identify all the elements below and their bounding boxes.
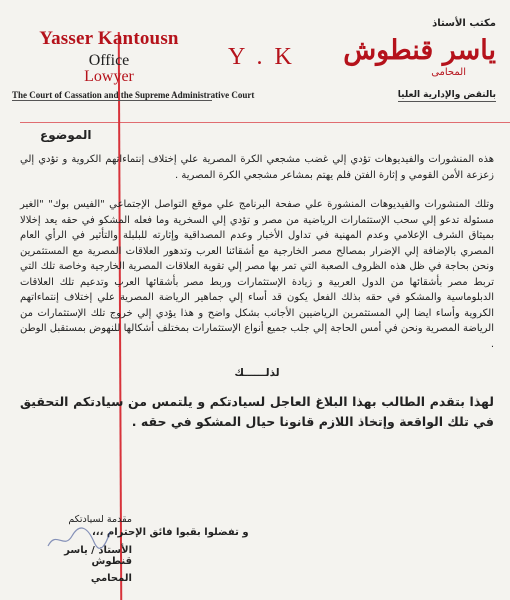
signature-name: الأستاذ / ياسر قنطوش <box>64 545 132 567</box>
monogram: Y . K <box>228 44 295 70</box>
subject-label: الموضوع <box>40 128 92 142</box>
therefore-heading: لذلــــــك <box>234 367 280 379</box>
letterhead-arabic <box>316 18 496 78</box>
closing-line: و تفضلوا بقبوا فائق الإحترام ،،، <box>92 527 249 538</box>
signature-intro: مقدمة لسيادتكم <box>68 514 132 525</box>
office-label-ar: مكتب الأستاذ <box>432 18 496 29</box>
role-label-en: Lowyer <box>84 68 134 85</box>
lawyer-name-ar: ياسر قنطوش <box>343 35 496 66</box>
header-rule <box>20 122 510 123</box>
signature-scribble-icon <box>44 524 114 554</box>
signature-title: المحامي <box>90 573 132 584</box>
letterhead-english <box>14 28 204 86</box>
paragraph: وتلك المنشورات والفيديوهات المنشورة علي صفحة البرنامج علي موقع التواصل الإجتماعي "الفيس بوك" "الغير مسئولة تدعو إلي سحب الإستثمارات الرياضية من مصر و تؤدي إلي السخرية وما فعله المشكو في حقه يعد إخلالا بميثاق الشرف الإعلامي وعدم المهنية في تداول الأخبار وعدم المصداقية وإثارته للبلبلة والتأثير في الرأي العام المصري بالإضافة إلي الإضرار بمصالح مصر الخارجية مع أشقائنا العرب وتدهور العلاقات المصرية مع المستثمرين ونحن بحاجة في ظل هذه الظروف الصعبة التي تمر بها مصر إلي تقوية العلاقات المصرية الخارجية وخاصة تلك التي تربط مصر بأشقائها من الدول العربية و زيادة الإستثمارات وربط مصر بأشقائها العرب وتدعيم تلك العلاقات الدبلوماسية والمشكو في حقه بذلك الفعل يكون قد أساء إلي جماهير الرياضة المصرية علي إختلاف إنتماءاتهم الكروية وأساء ايضا إلي المستثمرين الرياضيين الأجانب بشكل واضح و هذا يؤدي إلي خروج تلك الإستثمارات من الرياضة المصرية ونحن في أمس الحاجة إلي جلب جميع أنواع الإستثمارات بمختلف أشكالها للنهوض بمستقبل الوطن . <box>20 199 494 350</box>
office-label-en: Office <box>88 52 130 69</box>
request-paragraph: لهذا بتقدم الطالب بهذا البلاغ العاجل لسيادتكم و يلتمس من سيادتكم التحقيق في تلك الواقعة وإتخاذ اللازم قانونا حيال المشكو في حقه . <box>20 393 494 429</box>
court-label-ar: بالنقض والإدارية العليا <box>397 90 496 100</box>
court-label-en: The Court of Cassation and the Supreme Administrative Court <box>12 90 255 100</box>
lawyer-name-en: Yasser Kantousn <box>39 28 179 49</box>
letter-body <box>20 152 494 432</box>
paragraph: هذه المنشورات والفيديوهات تؤدي إلي غضب مشجعي الكرة المصرية علي إختلاف إنتماءاتهم الكروية و تؤدي إلي زعزعة الأمن القومي و إثارة الفتن فلم يهتم بمشاعر مشجعي الكرة المصرية . <box>20 154 494 181</box>
signature-block <box>36 514 132 584</box>
role-label-ar: المحامى <box>431 67 466 78</box>
